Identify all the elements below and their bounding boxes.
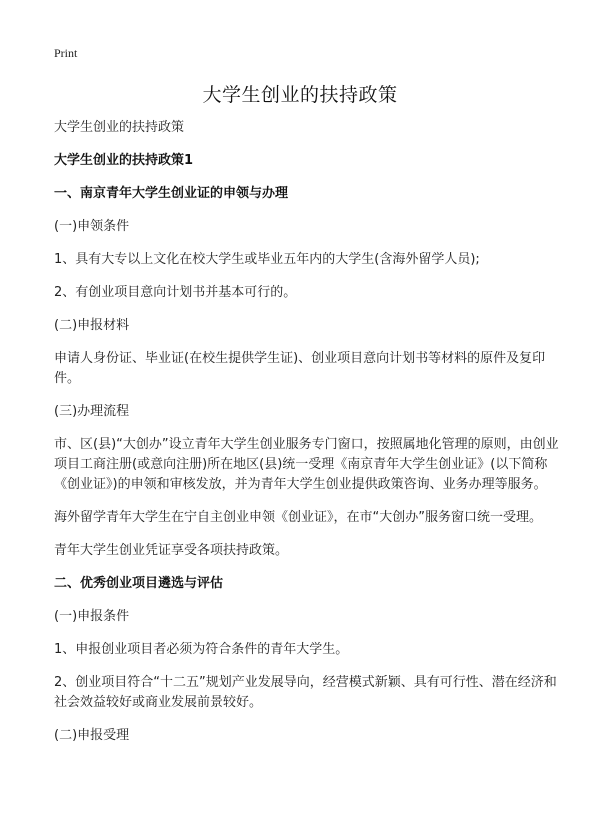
paragraph-heading-2: 二、优秀创业项目遴选与评估 xyxy=(54,576,224,591)
paragraph-subheading-conditions: (一)申领条件 xyxy=(54,219,130,234)
paragraph-subtitle: 大学生创业的扶持政策 xyxy=(54,120,185,135)
paragraph-condition-2: 2、有创业项目意向计划书并基本可行的。 xyxy=(54,285,297,300)
print-label: Print xyxy=(54,46,78,60)
paragraph-subheading-acceptance: (二)申报受理 xyxy=(54,728,130,743)
paragraph-overseas: 海外留学青年大学生在宁自主创业申领《创业证》，在市“大创办”服务窗口统一受理。 xyxy=(54,510,542,525)
paragraph-application-2: 2、创业项目符合“十二五”规划产业发展导向，经营模式新颖、具有可行性、潜在经济和社会效益较好或商业发展前景较好。 xyxy=(54,675,557,710)
paragraph-application-1: 1、申报创业项目者必须为符合条件的青年大学生。 xyxy=(54,642,349,657)
paragraph-subheading-materials: (二)申报材料 xyxy=(54,318,130,333)
paragraph-benefits: 青年大学生创业凭证享受各项扶持政策。 xyxy=(54,543,289,558)
paragraph-subheading-process: (三)办理流程 xyxy=(54,404,130,419)
paragraph-materials: 申请人身份证、毕业证(在校生提供学生证)、创业项目意向计划书等材料的原件及复印件。 xyxy=(54,351,546,386)
document-title: 大学生创业的扶持政策 xyxy=(202,84,398,106)
paragraph-process: 市、区(县)“大创办”设立青年大学生创业服务专门窗口，按照属地化管理的原则，由创业项目工商注册(或意向注册)所在地区(县)统一受理《南京青年大学生创业证》(以下简称《创业证》)的申领和审核发放，并为青年大学生创业提供政策咨询、业务办理等服务。 xyxy=(54,437,559,492)
paragraph-section-heading: 大学生创业的扶持政策1 xyxy=(54,153,194,168)
paragraph-subheading-application: (一)申报条件 xyxy=(54,609,130,624)
paragraph-condition-1: 1、具有大专以上文化在校大学生或毕业五年内的大学生(含海外留学人员); xyxy=(54,252,480,267)
document-body xyxy=(54,118,560,759)
paragraph-heading-1: 一、南京青年大学生创业证的申领与办理 xyxy=(54,186,289,201)
